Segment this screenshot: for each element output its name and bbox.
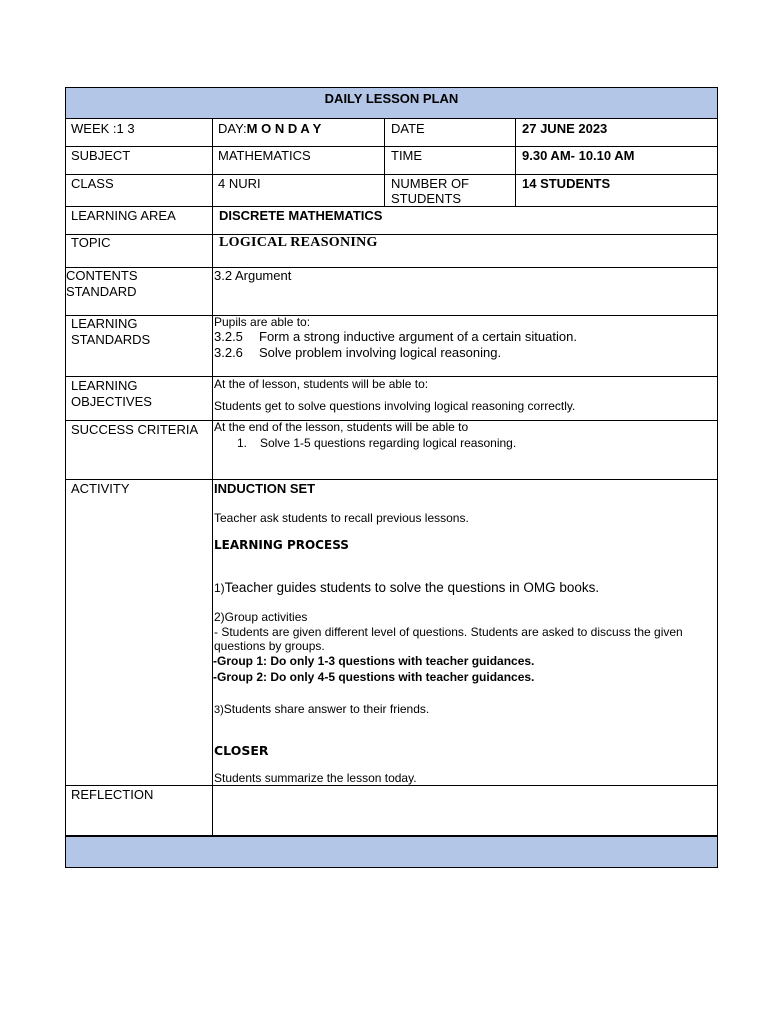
num-students-label-2: STUDENTS xyxy=(391,191,462,206)
time-label-cell xyxy=(384,147,515,174)
activity-cell xyxy=(212,480,717,785)
ls-item-1-num: 3.2.5 xyxy=(214,329,243,344)
ls-intro: Pupils are able to: xyxy=(214,315,311,329)
footer-row xyxy=(65,837,718,868)
date-label-cell xyxy=(384,119,515,146)
ls-cell xyxy=(212,316,717,376)
step3 xyxy=(214,701,429,718)
step1-num: 1) xyxy=(214,581,225,595)
induction-text: Teacher ask students to recall previous lessons. xyxy=(214,511,469,525)
day-value: M O N D A Y xyxy=(246,121,322,136)
topic-label: TOPIC xyxy=(71,235,111,250)
contents-label-2: STANDARD xyxy=(66,284,137,299)
date-value: 27 JUNE 2023 xyxy=(522,121,608,136)
step1 xyxy=(214,580,599,596)
induction-heading: INDUCTION SET xyxy=(214,481,316,496)
subject-row xyxy=(65,147,718,175)
reflection-row xyxy=(65,786,718,837)
title-row xyxy=(65,87,718,119)
learning-standards-row xyxy=(65,316,718,377)
subject-cell xyxy=(212,147,384,174)
num-students-value: 14 STUDENTS xyxy=(522,176,611,191)
step2-line1: - Students are given different level of questions. Students are asked to discuss the given xyxy=(214,625,683,639)
day-cell xyxy=(212,119,384,146)
step2-heading: 2)Group activities xyxy=(214,610,308,624)
page-title: DAILY LESSON PLAN xyxy=(324,91,459,106)
success-criteria-row xyxy=(65,421,718,480)
topic-cell xyxy=(212,235,717,267)
topic-value: LOGICAL REASONING xyxy=(219,235,378,250)
week-row xyxy=(65,119,718,147)
lo-text: Students get to solve questions involving logical reasoning correctly. xyxy=(214,399,576,413)
lp-heading: LEARNING PROCESS xyxy=(214,538,349,552)
lo-label-1: LEARNING xyxy=(71,378,138,393)
ls-item-1-text: Form a strong inductive argument of a certain situation. xyxy=(259,329,577,344)
learning-area-label: LEARNING AREA xyxy=(71,208,176,223)
contents-value: 3.2 Argument xyxy=(214,268,292,283)
step2-line2: questions by groups. xyxy=(214,639,325,653)
subject-value: MATHEMATICS xyxy=(218,148,311,163)
day-prefix: DAY: xyxy=(218,121,247,136)
learning-area-row xyxy=(65,207,718,235)
activity-row xyxy=(65,480,718,786)
lo-cell xyxy=(212,377,717,420)
num-students-label-cell xyxy=(384,175,515,206)
contents-cell xyxy=(212,268,717,315)
topic-row xyxy=(65,235,718,268)
group2: -Group 2: Do only 4-5 questions with teacher guidances. xyxy=(213,670,535,684)
class-value: 4 NURI xyxy=(218,176,261,191)
date-label: DATE xyxy=(391,121,425,136)
class-label: CLASS xyxy=(71,176,114,191)
contents-standard-row xyxy=(65,268,718,316)
class-cell xyxy=(212,175,384,206)
reflection-label: REFLECTION xyxy=(71,787,154,802)
sc-item-num: 1. xyxy=(237,436,248,450)
ls-label-1: LEARNING xyxy=(71,316,138,331)
step1-text: Teacher guides students to solve the questions in OMG books. xyxy=(224,580,600,595)
ls-item-2-num: 3.2.6 xyxy=(214,345,243,360)
num-students-value-cell xyxy=(515,175,717,206)
num-students-label-1: NUMBER OF xyxy=(391,176,469,191)
ls-label-2: STANDARDS xyxy=(71,332,151,347)
group1: -Group 1: Do only 1-3 questions with teacher guidances. xyxy=(213,654,535,668)
sc-intro: At the end of the lesson, students will be able to xyxy=(214,420,469,434)
time-value-cell xyxy=(515,147,717,174)
time-label: TIME xyxy=(391,148,423,163)
sc-cell xyxy=(212,421,717,479)
activity-label: ACTIVITY xyxy=(71,481,130,496)
learning-area-cell xyxy=(212,207,717,234)
sc-item-text: Solve 1-5 questions regarding logical reasoning. xyxy=(260,436,517,450)
closer-text: Students summarize the lesson today. xyxy=(214,771,417,785)
step3-text: Students share answer to their friends. xyxy=(223,702,430,716)
learning-objectives-row xyxy=(65,377,718,421)
week-label: WEEK :1 3 xyxy=(71,121,135,136)
time-value: 9.30 AM- 10.10 AM xyxy=(522,148,635,163)
step3-num: 3) xyxy=(214,704,224,716)
subject-label: SUBJECT xyxy=(71,148,131,163)
learning-area-value: DISCRETE MATHEMATICS xyxy=(219,208,383,223)
ls-item-2-text: Solve problem involving logical reasoning. xyxy=(259,345,502,360)
class-row xyxy=(65,175,718,207)
lo-label-2: OBJECTIVES xyxy=(71,394,152,409)
lo-intro: At the of lesson, students will be able to: xyxy=(214,377,429,391)
date-value-cell xyxy=(515,119,717,146)
reflection-cell[interactable] xyxy=(212,786,717,835)
sc-label: SUCCESS CRITERIA xyxy=(71,422,199,437)
closer-heading: CLOSER xyxy=(214,743,269,758)
contents-label-1: CONTENTS xyxy=(66,268,138,283)
